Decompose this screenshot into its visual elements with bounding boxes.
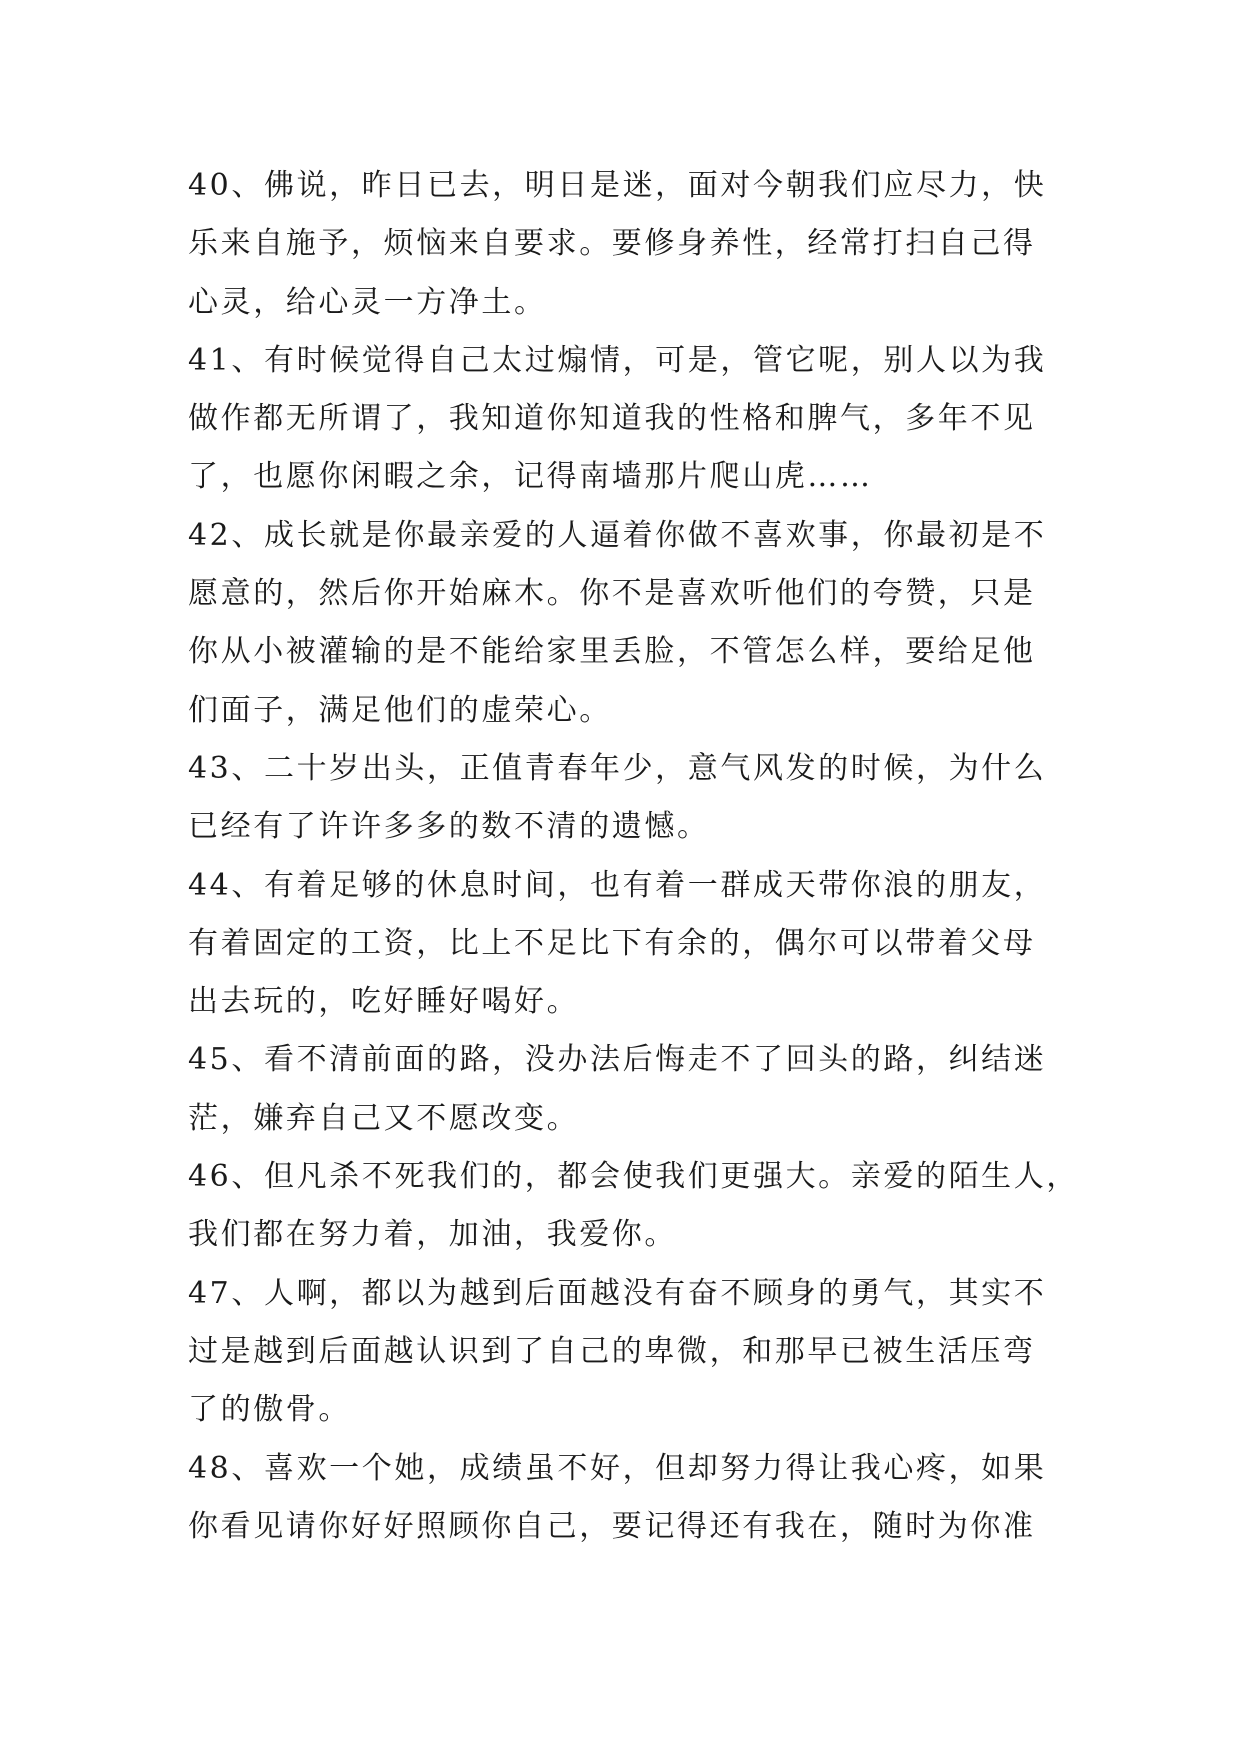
entry-45 bbox=[188, 1031, 1058, 1148]
entry-44 bbox=[188, 857, 1058, 1032]
entry-48 bbox=[188, 1440, 1058, 1557]
text-line: 心灵，给心灵一方净土。 bbox=[188, 284, 547, 320]
text-line: 45、看不清前面的路，没办法后悔走不了回头的路，纠结迷 bbox=[188, 1042, 1047, 1078]
text-line: 了的傲骨。 bbox=[188, 1392, 351, 1428]
text-line: 出去玩的，吃好睡好喝好。 bbox=[188, 984, 580, 1020]
text-line: 有着固定的工资，比上不足比下有余的，偶尔可以带着父母 bbox=[188, 925, 1036, 961]
text-line: 44、有着足够的休息时间，也有着一群成天带你浪的朋友， bbox=[188, 867, 1047, 903]
text-line: 41、有时候觉得自己太过煽情，可是，管它呢，别人以为我 bbox=[188, 342, 1047, 378]
text-line: 已经有了许许多多的数不清的遗憾。 bbox=[188, 809, 710, 845]
text-line: 乐来自施予，烦恼来自要求。要修身养性，经常打扫自己得 bbox=[188, 226, 1036, 262]
entry-41 bbox=[188, 332, 1058, 507]
text-line: 48、喜欢一个她，成绩虽不好，但却努力得让我心疼，如果 bbox=[188, 1450, 1047, 1486]
text-line: 愿意的，然后你开始麻木。你不是喜欢听他们的夸赞，只是 bbox=[188, 576, 1036, 612]
entry-42 bbox=[188, 507, 1058, 740]
text-line: 们面子，满足他们的虚荣心。 bbox=[188, 692, 612, 728]
text-line: 43、二十岁出头，正值青春年少，意气风发的时候，为什么 bbox=[188, 750, 1047, 786]
document-body bbox=[188, 157, 1079, 1556]
entry-40 bbox=[188, 157, 1058, 332]
text-line: 茫，嫌弃自己又不愿改变。 bbox=[188, 1100, 580, 1136]
text-line: 过是越到后面越认识到了自己的卑微，和那早已被生活压弯 bbox=[188, 1333, 1036, 1369]
text-line: 46、但凡杀不死我们的，都会使我们更强大。亲爱的陌生人， bbox=[188, 1159, 1079, 1195]
entry-46 bbox=[188, 1148, 1079, 1265]
entry-43 bbox=[188, 740, 1058, 857]
text-line: 47、人啊，都以为越到后面越没有奋不顾身的勇气，其实不 bbox=[188, 1275, 1047, 1311]
text-line: 我们都在努力着，加油，我爱你。 bbox=[188, 1217, 677, 1253]
text-line: 你看见请你好好照顾你自己，要记得还有我在，随时为你准 bbox=[188, 1508, 1036, 1544]
text-line: 40、佛说，昨日已去，明日是迷，面对今朝我们应尽力，快 bbox=[188, 168, 1047, 203]
text-line: 做作都无所谓了，我知道你知道我的性格和脾气，多年不见 bbox=[188, 401, 1036, 437]
text-line: 你从小被灌输的是不能给家里丢脸，不管怎么样，要给足他 bbox=[188, 634, 1036, 670]
entry-47 bbox=[188, 1265, 1058, 1440]
text-line: 了，也愿你闲暇之余，记得南墙那片爬山虎…… bbox=[188, 459, 873, 495]
text-line: 42、成长就是你最亲爱的人逼着你做不喜欢事，你最初是不 bbox=[188, 517, 1047, 553]
